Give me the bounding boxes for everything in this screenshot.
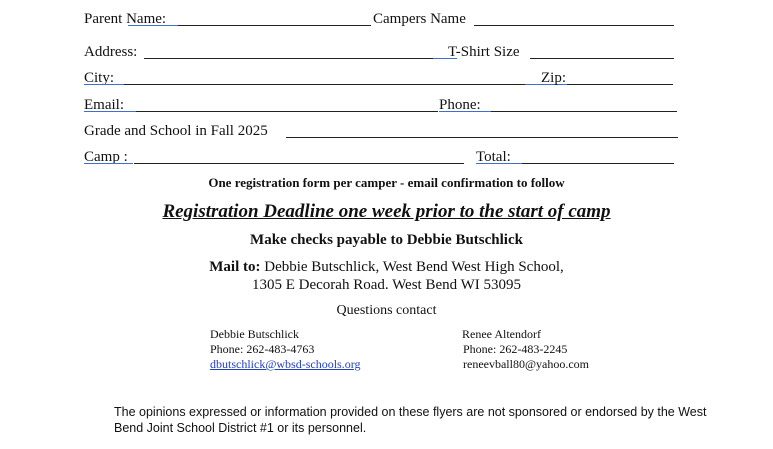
camp-label: Camp :	[84, 149, 128, 165]
zip-field[interactable]	[567, 84, 673, 85]
one-form-note: One registration form per camper - email confirmation to follow	[208, 175, 565, 190]
contact-name: Debbie Butschlick	[210, 327, 299, 341]
total-label-underline	[476, 163, 522, 164]
city-field[interactable]	[124, 84, 525, 85]
contact-email: reneevball80@yahoo.com	[463, 357, 590, 371]
questions-contact: Questions contact	[336, 303, 437, 318]
email-label: Email:	[84, 97, 124, 113]
parent-name-label: Name:	[126, 11, 167, 27]
address-field[interactable]	[144, 58, 433, 59]
contact-card-debbie	[210, 327, 361, 372]
contact-name: Renee Altendorf	[462, 327, 541, 341]
disclaimer-text: The opinions expressed or information provided on these flyers are not sponsored or endorsed by the West Bend Joint School District #1 or its personnel.	[114, 405, 707, 435]
parent-prefix: Parent	[84, 11, 127, 27]
campers-name-label: Campers Name	[373, 11, 466, 27]
registration-deadline: Registration Deadline one week prior to the start of camp	[162, 201, 611, 222]
contact-card-renee	[462, 327, 589, 372]
total-field[interactable]	[522, 163, 674, 164]
contact-phone: Phone: 262-483-4763	[210, 342, 315, 356]
mail-to-line-2: 1305 E Decorah Road. West Bend WI 53095	[251, 277, 522, 293]
tshirt-label: T-Shirt Size	[448, 44, 520, 60]
address-label: Address:	[84, 44, 138, 60]
email-field[interactable]	[136, 111, 438, 112]
city-label-underline	[84, 84, 124, 85]
mail-to-label: Mail to:	[209, 259, 261, 275]
grade-school-field[interactable]	[286, 137, 678, 138]
phone-label: Phone:	[439, 97, 481, 113]
contact-phone: Phone: 262-483-2245	[463, 342, 568, 356]
email-label-underline	[84, 111, 136, 112]
campers-name-field[interactable]	[474, 25, 674, 26]
parent-name-field[interactable]	[178, 25, 371, 26]
total-label: Total:	[476, 149, 511, 165]
city-label: City:	[84, 70, 115, 86]
contact-email-link[interactable]: dbutschlick@wbsd-schools.org	[210, 357, 361, 371]
zip-label: Zip:	[541, 70, 566, 86]
camp-field[interactable]	[134, 163, 464, 164]
grade-school-label: Grade and School in Fall 2025	[84, 123, 268, 139]
mail-to-line-1	[0, 259, 773, 276]
mail-to-address-1: Debbie Butschlick, West Bend West High School,	[260, 259, 564, 275]
checks-payable: Make checks payable to Debbie Butschlick	[250, 232, 523, 248]
phone-label-underline	[439, 111, 491, 112]
parent-name-label-underline	[128, 25, 178, 26]
phone-field[interactable]	[491, 111, 677, 112]
tshirt-field[interactable]	[530, 58, 674, 59]
camp-label-underline	[84, 163, 133, 164]
